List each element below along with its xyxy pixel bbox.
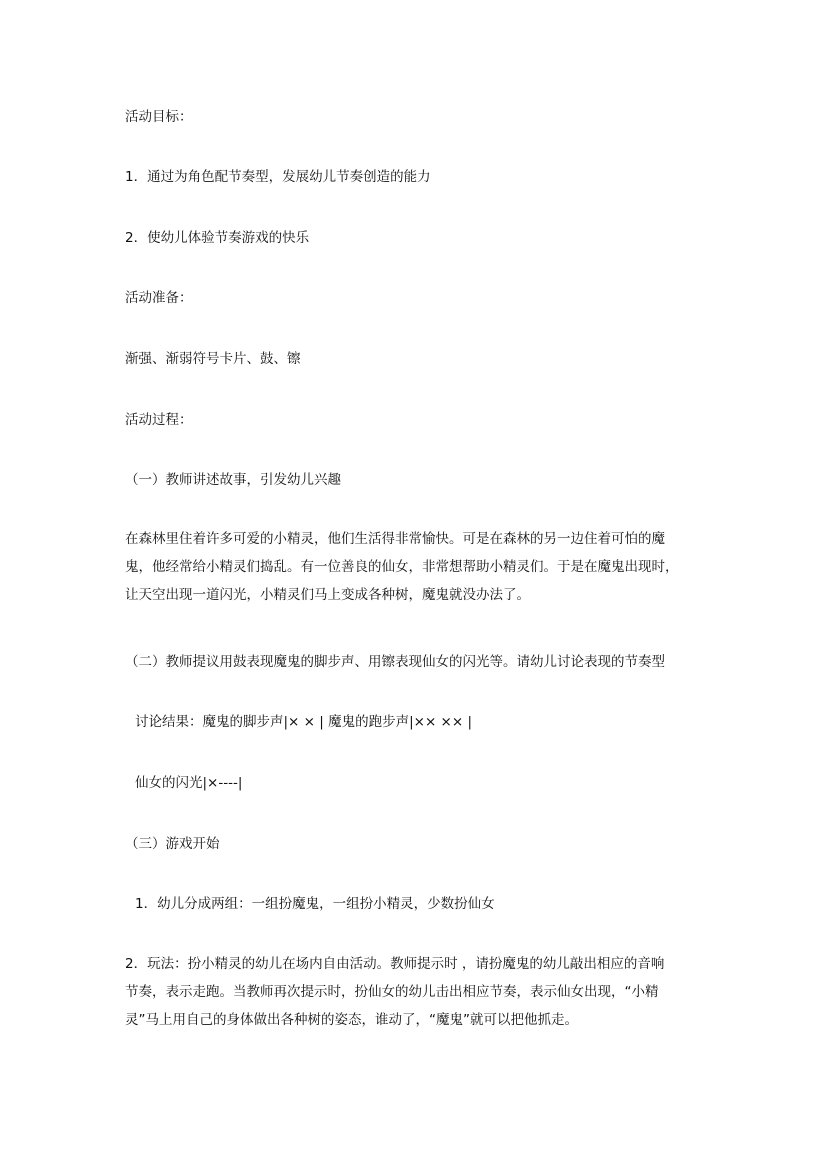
game-item-2-line: 节奏，表示走跑。当教师再次提示时，扮仙女的幼儿击出相应节奏，表示仙女出现，“小精 [125, 984, 659, 1000]
game-item-2-line: 灵”马上用自己的身体做出各种树的姿态，谁动了，“魔鬼”就可以把他抓走。 [125, 1012, 578, 1028]
story-line: 让天空出现一道闪光，小精灵们马上变成各种树，魔鬼就没办法了。 [125, 587, 530, 603]
goals-heading: 活动目标： [125, 109, 193, 125]
game-item-1: 1．幼儿分成两组：一组扮魔鬼，一组扮小精灵，少数扮仙女 [135, 896, 495, 912]
story-line: 鬼，他经常给小精灵们捣乱。有一位善良的仙女，非常想帮助小精灵们。于是在魔鬼出现时， [125, 559, 679, 575]
result-line-1: 讨论结果：魔鬼的脚步声|× × | 魔鬼的跑步声|×× ×× | [135, 714, 473, 730]
goal-item-1: 1．通过为角色配节奏型，发展幼儿节奏创造的能力 [125, 169, 431, 185]
story-line: 在森林里住着许多可爱的小精灵，他们生活得非常愉快。可是在森林的另一边住着可怕的魔 [125, 531, 665, 547]
process-heading: 活动过程： [125, 412, 193, 428]
prep-heading: 活动准备： [125, 290, 193, 306]
goal-item-2: 2．使幼儿体验节奏游戏的快乐 [125, 230, 310, 246]
step1-heading: （一）教师讲述故事，引发幼儿兴趣 [125, 472, 341, 488]
game-item-2 [125, 950, 715, 1034]
game-item-2-line: 2．玩法：扮小精灵的幼儿在场内自由活动。教师提示时 ，请扮魔鬼的幼儿敲出相应的音响 [125, 956, 665, 972]
prep-text: 渐强、渐弱符号卡片、鼓、镲 [125, 351, 301, 367]
result-line-2: 仙女的闪光|×----| [135, 775, 243, 791]
story-paragraph [125, 525, 715, 609]
step3-heading: （三）游戏开始 [125, 836, 220, 852]
step2-heading: （二）教师提议用鼓表现魔鬼的脚步声、用镲表现仙女的闪光等。请幼儿讨论表现的节奏型 [125, 654, 665, 670]
